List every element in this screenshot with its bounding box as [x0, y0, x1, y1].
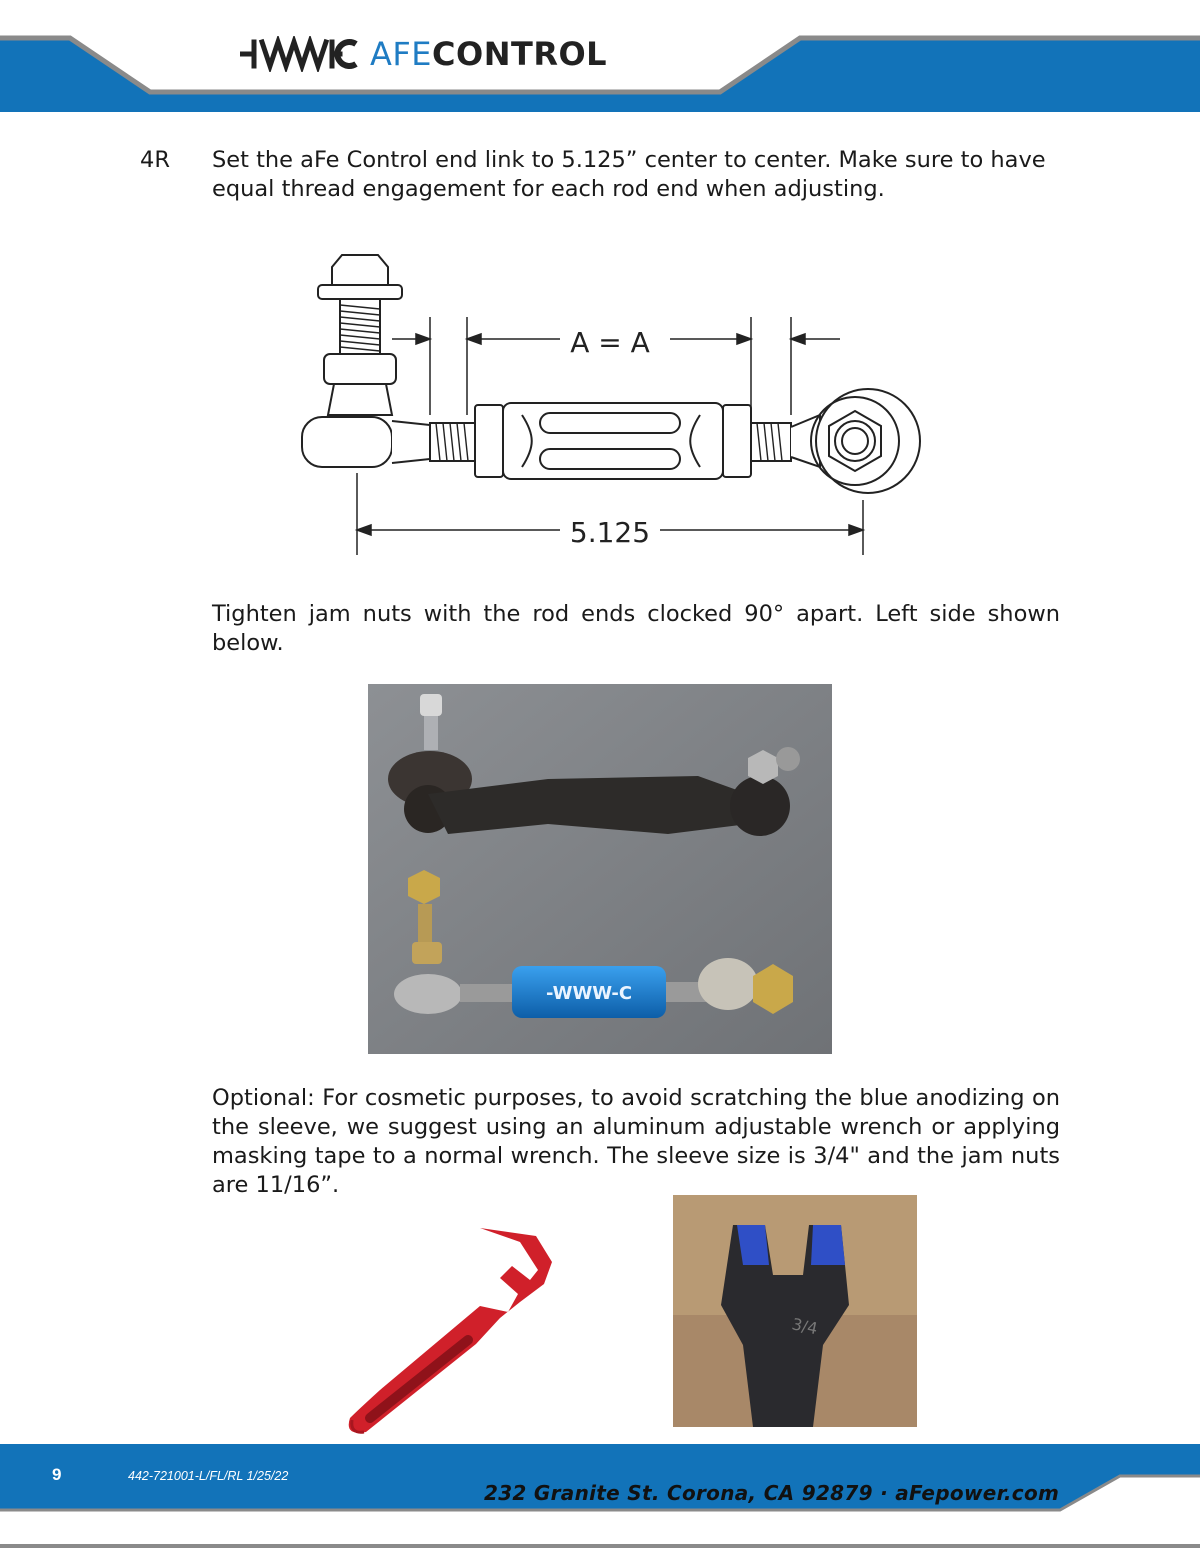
step-number: 4R — [140, 147, 170, 173]
document-code: 442-721001-L/FL/RL 1/25/22 — [128, 1469, 289, 1483]
step-instruction: Set the aFe Control end link to 5.125” center to center. Make sure to have equal thread engagement for each rod end when adjusting. — [212, 147, 1046, 202]
company-address: 232 Granite St. Corona, CA 92879 · aFepower.com — [484, 1481, 1060, 1505]
taped-wrench-photo — [673, 1195, 917, 1427]
end-links-comparison-photo — [368, 684, 832, 1054]
dimension-label-length: 5.125 — [569, 516, 651, 549]
page-number: 9 — [52, 1465, 62, 1484]
tighten-instruction: Tighten jam nuts with the rod ends clocked 90° apart. Left side shown below. — [212, 601, 1060, 656]
wrench-size-marking: 3/4 — [790, 1314, 820, 1339]
brand-prefix: AFE — [370, 35, 433, 73]
aluminum-wrench-photo — [340, 1222, 580, 1438]
optional-note: Optional: For cosmetic purposes, to avoid scratching the blue anodizing on the sleeve, we suggest using an aluminum adjustable wrench or applying masking tape to a normal wrench. The sleeve size is 3/4" and the jam nuts are 11/16”. — [212, 1085, 1060, 1198]
svg-text:-WWW-C: -WWW-C — [545, 983, 633, 1004]
afe-control-spring-logo-icon — [240, 36, 358, 72]
brand-suffix: CONTROL — [432, 35, 608, 73]
end-link-dimension-diagram — [290, 245, 930, 565]
brand-logo — [240, 36, 607, 72]
dimension-label-equal: A = A — [570, 326, 650, 359]
